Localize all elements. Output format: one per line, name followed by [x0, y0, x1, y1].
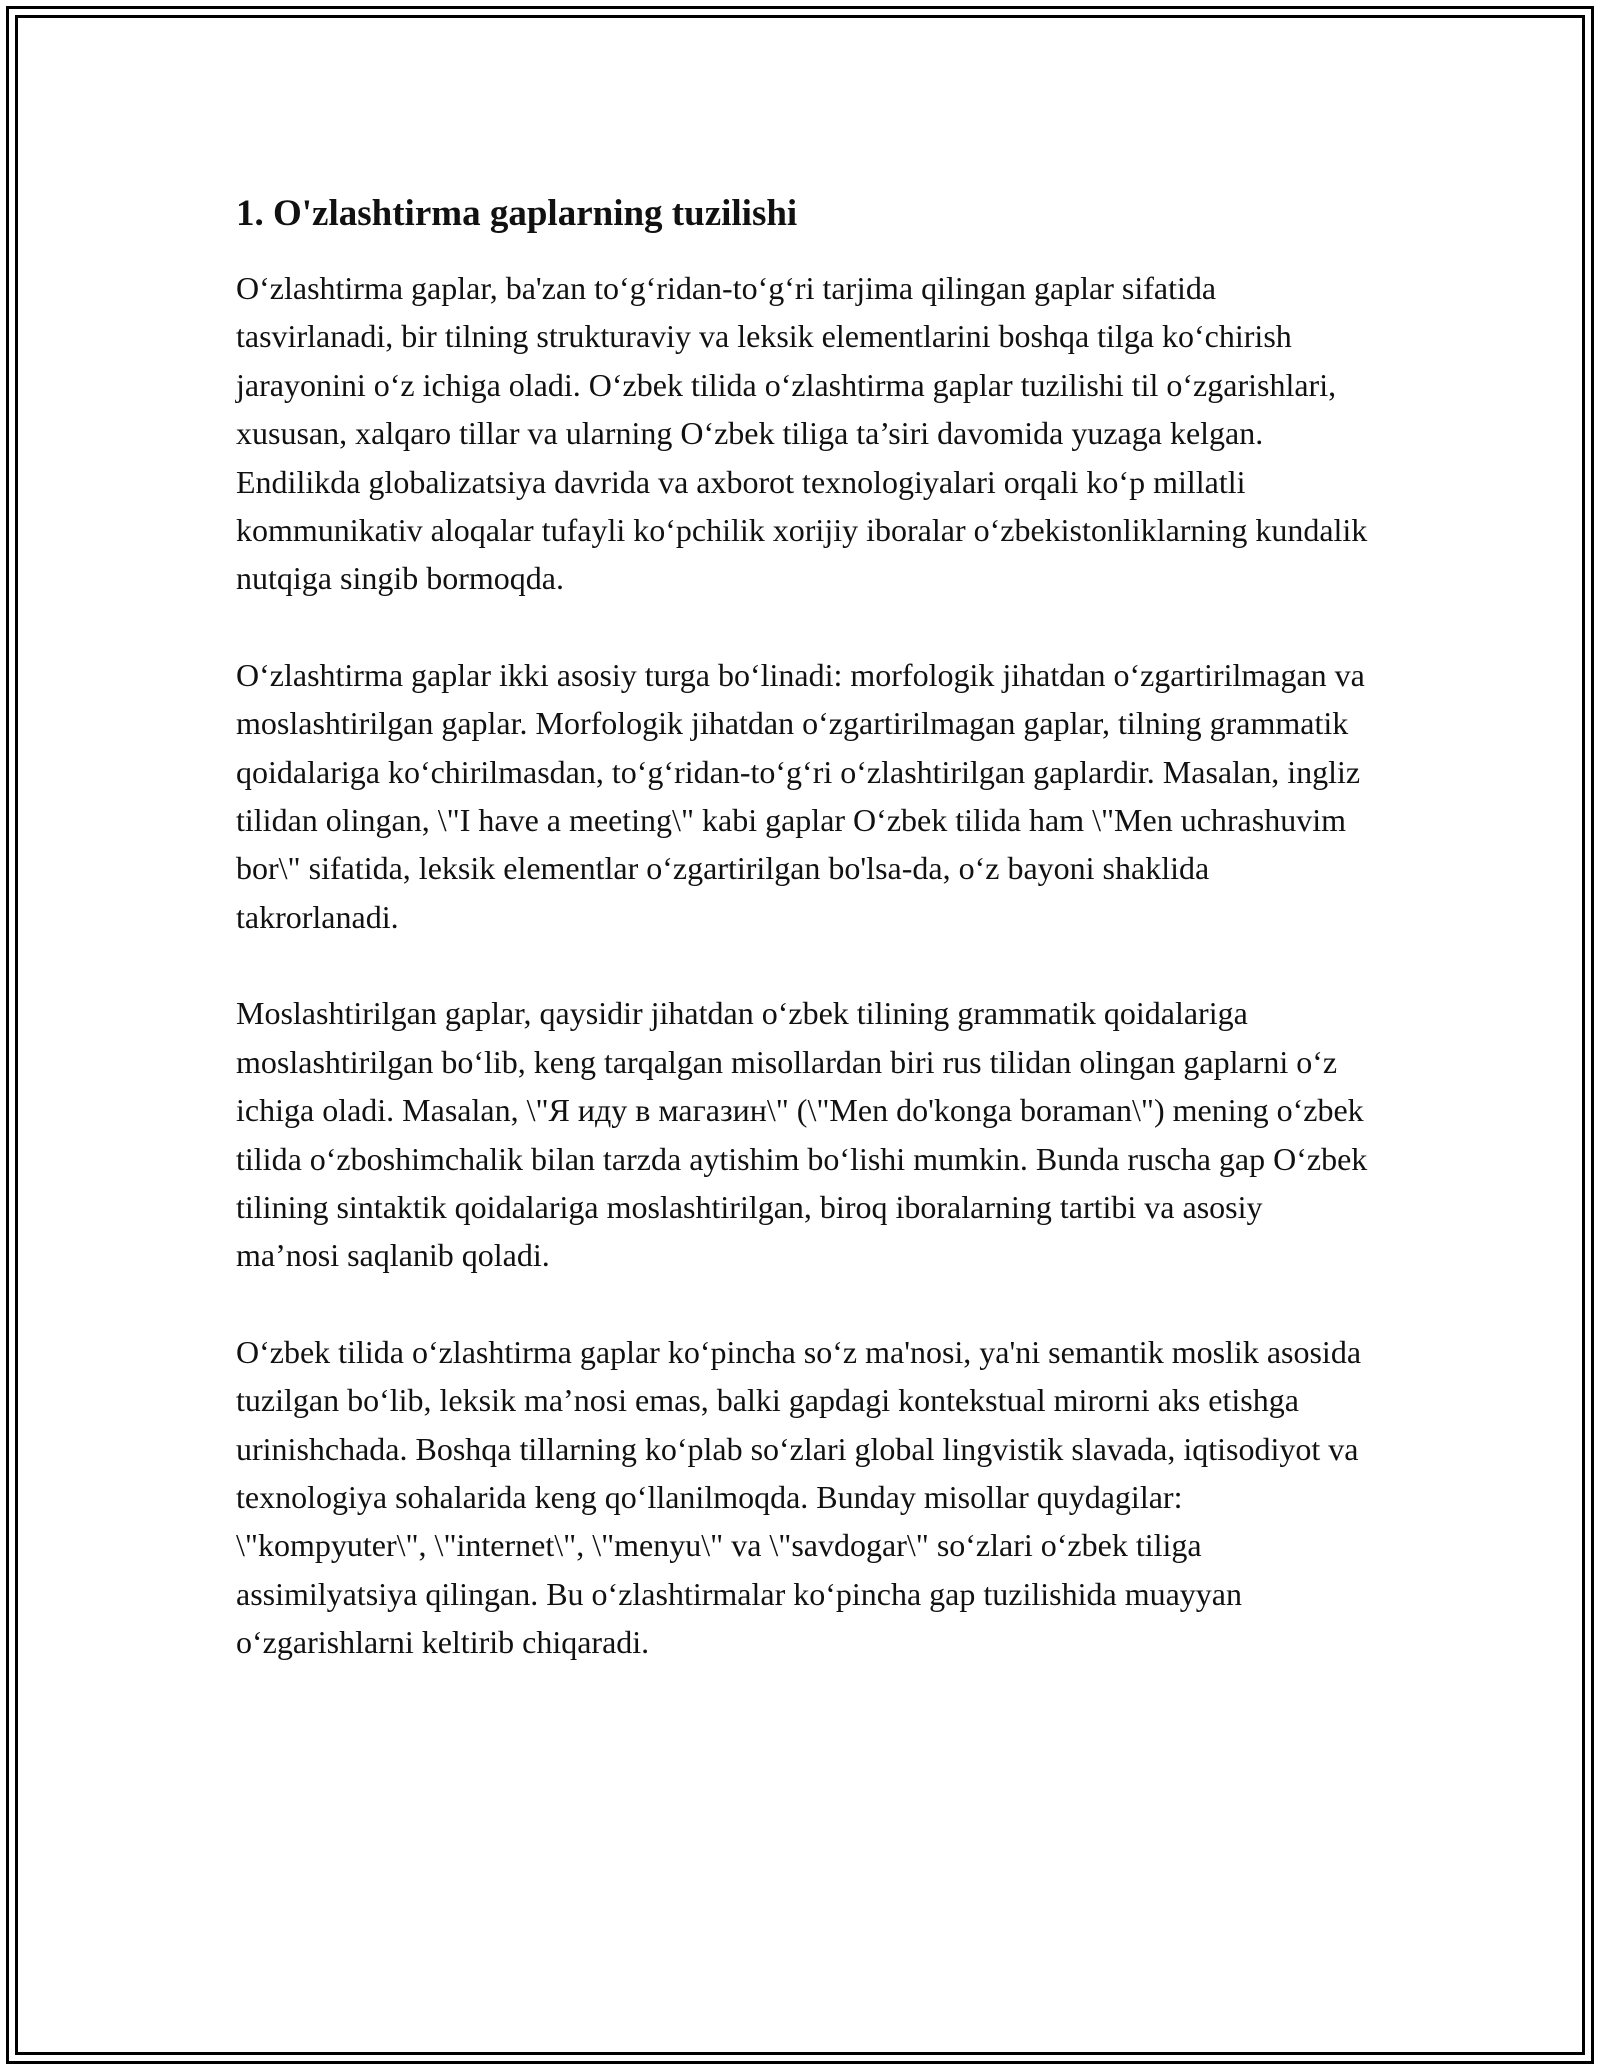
document-body [236, 186, 1372, 1715]
section-heading: 1. O'zlashtirma gaplarning tuzilishi [236, 193, 798, 234]
paragraph-4: O‘zbek tilida o‘zlashtirma gaplar ko‘pincha so‘z ma'nosi, ya'ni semantik moslik asosida tuzilgan bo‘lib, leksik ma’nosi emas, balki gapdagi kontekstual mirorni aks etishga urinishchada. Boshqa tillarning ko‘plab so‘zlari global lingvistik slavada, iqtisodiyot va texnologiya sohalarida keng qo‘llanilmoqda. Bunday misollar quydagilar: \"kompyuter\", \"internet\", \"menyu\" va \"savdogar\" so‘zlari o‘zbek tiliga assimilyatsiya qilingan. Bu o‘zlashtirmalar ko‘pincha gap tuzilishida muayyan o‘zgarishlarni keltirib chiqaradi. [236, 1333, 1362, 1661]
paragraph-1: O‘zlashtirma gaplar, ba'zan to‘g‘ridan-to‘g‘ri tarjima qilingan gaplar sifatida tasvirlanadi, bir tilning strukturaviy va leksik elementlarini boshqa tilga ko‘chirish jarayonini o‘z ichiga oladi. O‘zbek tilida o‘zlashtirma gaplar tuzilishi til o‘zgarishlari, xususan, xalqaro tillar va ularning O‘zbek tiliga ta’siri davomida yuzaga kelgan. Endilikda globalizatsiya davrida va axborot texnologiyalari orqali ko‘p millatli kommunikativ aloqalar tufayli ko‘pchilik xorijiy iboralar o‘zbekistonliklarning kundalik nutqiga singib bormoqda. [236, 270, 1368, 597]
paragraph-3: Moslashtirilgan gaplar, qaysidir jihatdan o‘zbek tilining grammatik qoidalariga moslashtirilgan bo‘lib, keng tarqalgan misollardan biri rus tilidan olingan gaplarni o‘z ichiga oladi. Masalan, \"Я иду в магазин\" (\"Men do'konga boraman\") mening o‘zbek tilida o‘zboshimchalik bilan tarzda aytishim bo‘lishi mumkin. Bunda ruscha gap O‘zbek tilining sintaktik qoidalariga moslashtirilgan, biroq iboralarning tartibi va asosiy ma’nosi saqlanib qoladi. [236, 995, 1368, 1274]
paragraph-2: O‘zlashtirma gaplar ikki asosiy turga bo‘linadi: morfologik jihatdan o‘zgartirilmagan va moslashtirilgan gaplar. Morfologik jihatdan o‘zgartirilmagan gaplar, tilning grammatik qoidalariga ko‘chirilmasdan, to‘g‘ridan-to‘g‘ri o‘zlashtirilgan gaplardir. Masalan, ingliz tilidan olingan, \"I have a meeting\" kabi gaplar O‘zbek tilida ham \"Men uchrashuvim bor\" sifatida, leksik elementlar o‘zgartirilgan bo'lsa-da, o‘z bayoni shaklida takrorlanadi. [236, 656, 1365, 935]
